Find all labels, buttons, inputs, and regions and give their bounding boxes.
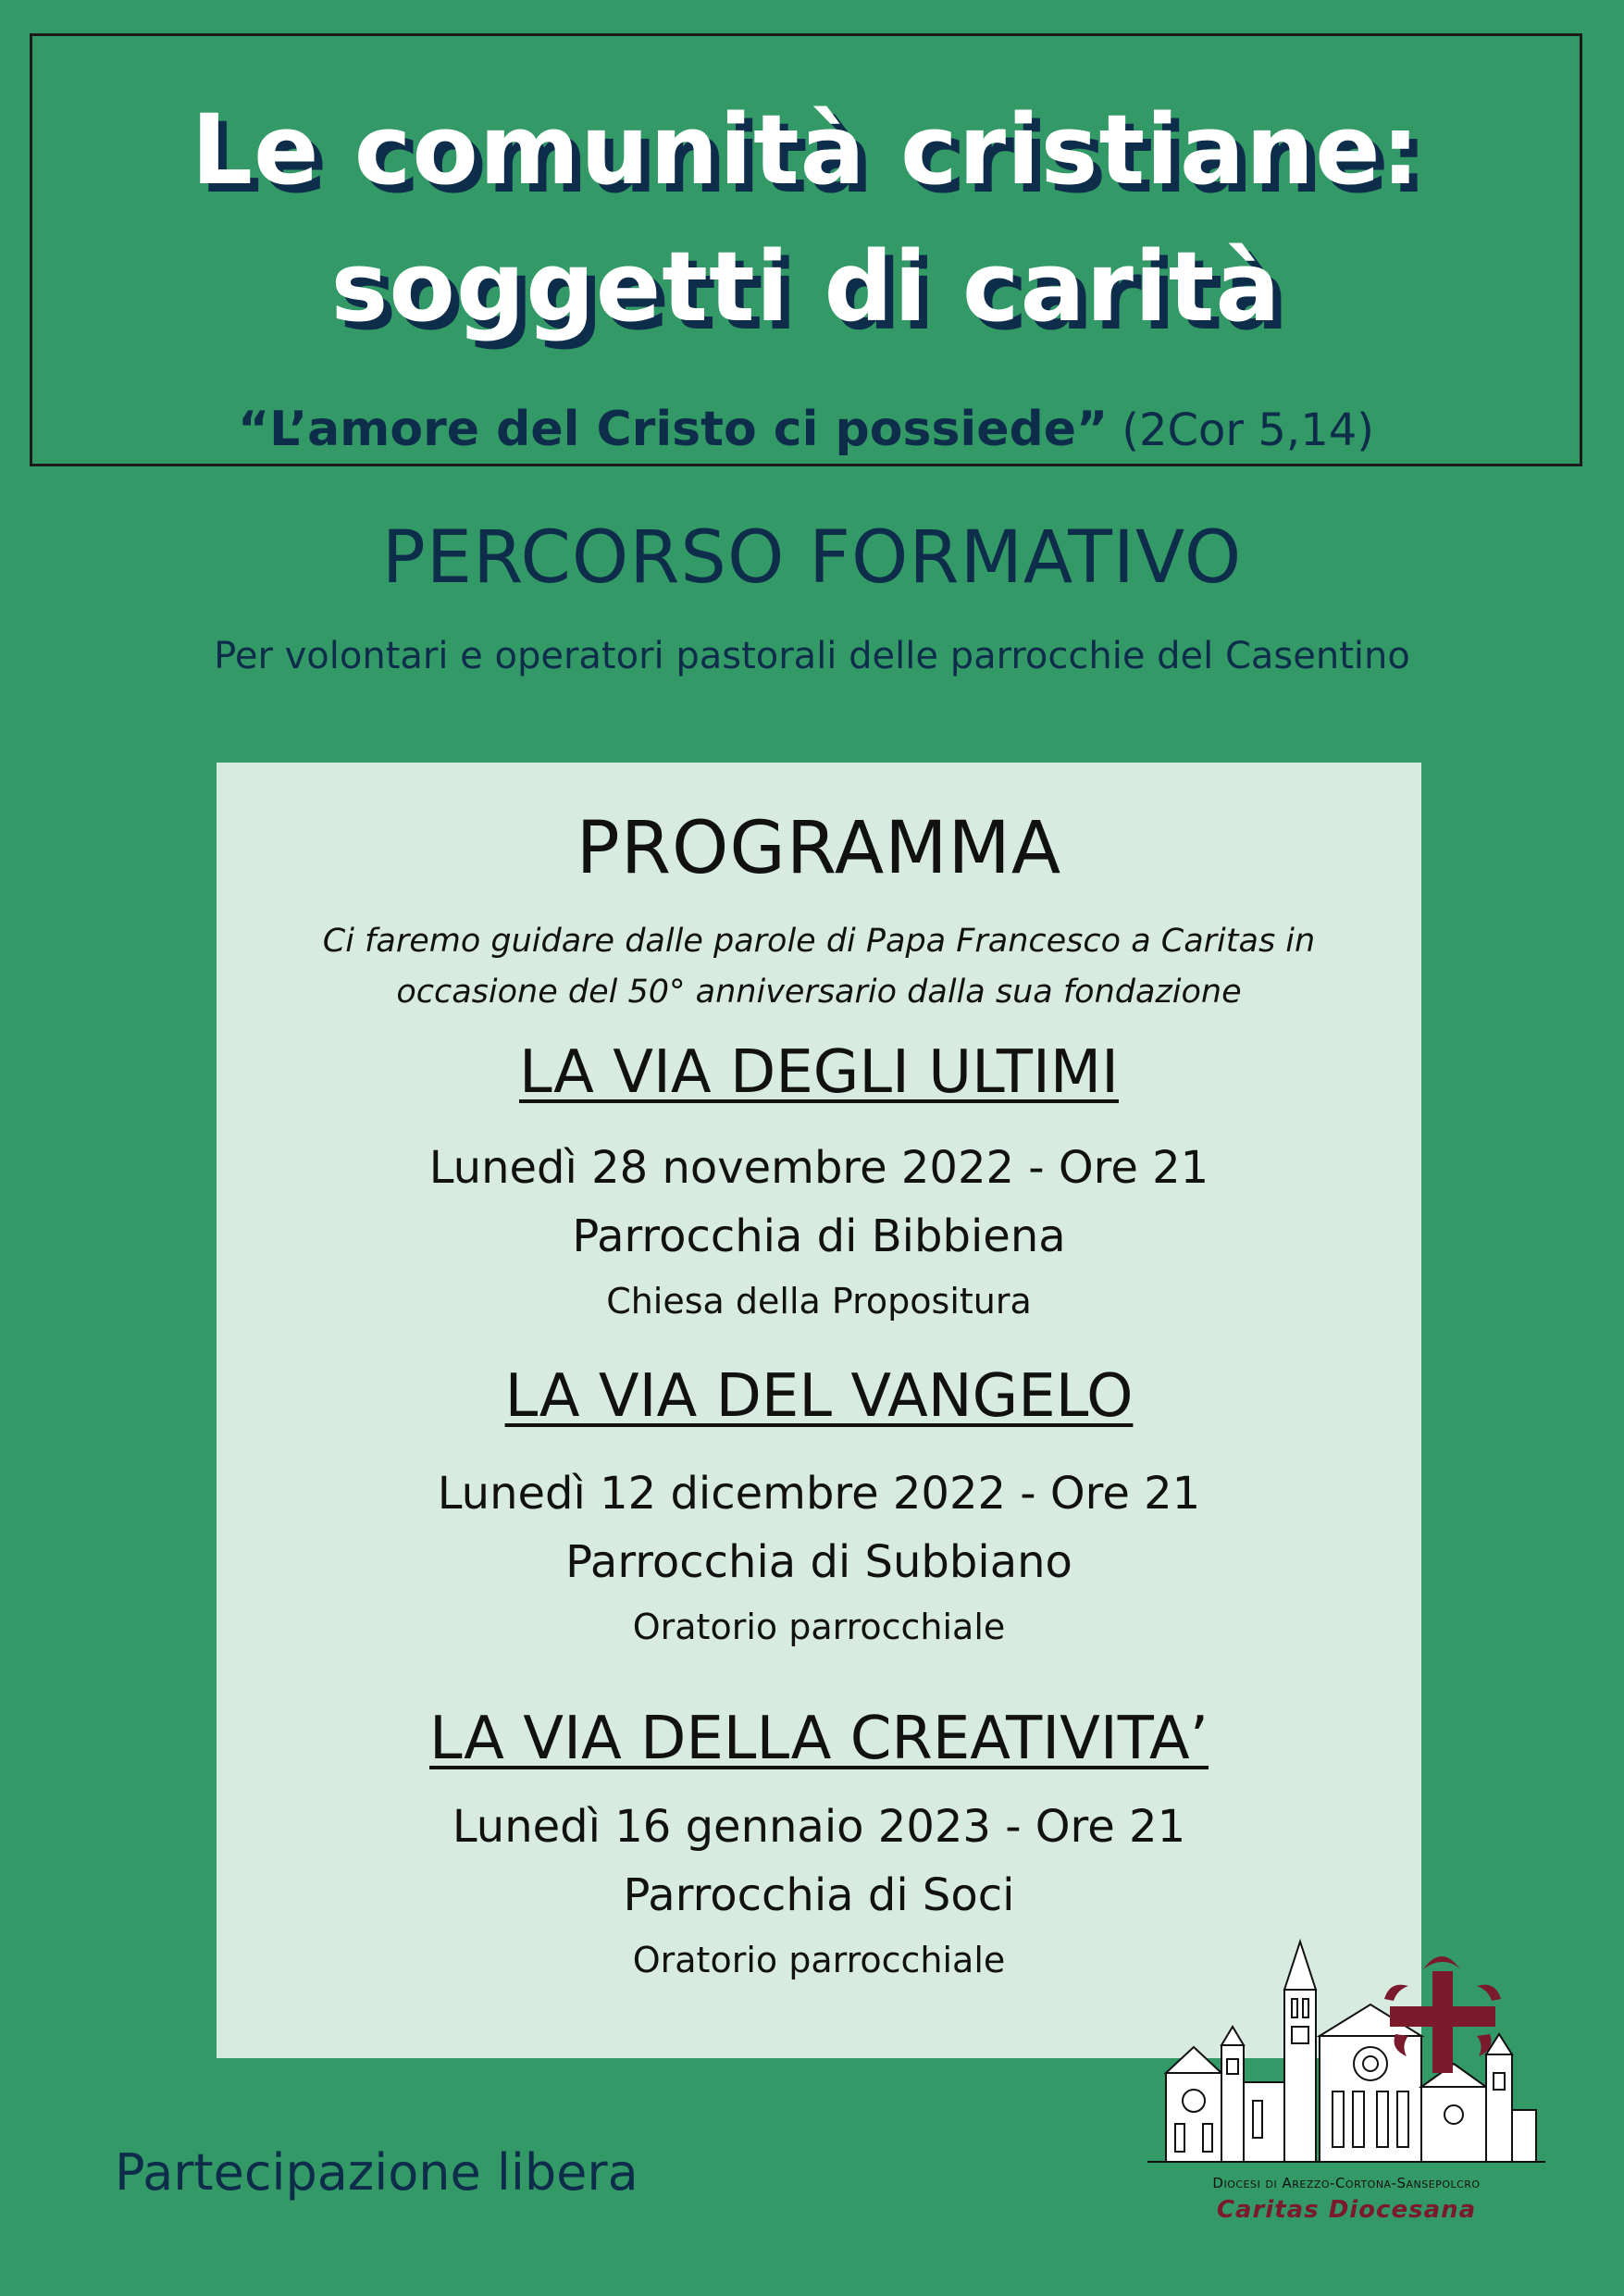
- program-intro-line-1: Ci faremo guidare dalle parole di Papa Francesco a Caritas in: [322, 923, 1316, 960]
- session-3-venue: Oratorio parrocchiale: [632, 1940, 1006, 1980]
- bible-quote: [32, 402, 1580, 457]
- session-1-parish: Parrocchia di Bibbiena: [572, 1210, 1066, 1262]
- session-2-venue: Oratorio parrocchiale: [632, 1607, 1006, 1647]
- session-2-date: Lunedì 12 dicembre 2022 - Ore 21: [437, 1468, 1201, 1520]
- main-title-line-1: Le comunità cristiane:: [191, 93, 1421, 206]
- logo-diocese-text: Diocesi di Arezzo-Cortona-Sansepolcro: [1212, 2175, 1481, 2191]
- logo-caritas-text: Caritas Diocesana: [1216, 2196, 1477, 2224]
- session-1-title: LA VIA DEGLI ULTIMI: [519, 1038, 1119, 1107]
- quote-reference: (2Cor 5,14): [1122, 404, 1374, 456]
- session-1-date: Lunedì 28 novembre 2022 - Ore 21: [428, 1142, 1209, 1194]
- session-2-parish: Parrocchia di Subbiano: [565, 1536, 1072, 1588]
- caritas-logo: [1147, 1934, 1545, 2249]
- session-3-parish: Parrocchia di Soci: [623, 1869, 1015, 1921]
- program-panel: [217, 763, 1421, 2058]
- program-title: PROGRAMMA: [576, 807, 1062, 890]
- session-3-title: LA VIA DELLA CREATIVITA’: [429, 1705, 1209, 1773]
- course-title: PERCORSO FORMATIVO: [381, 516, 1243, 600]
- church-skyline-icon: [1147, 1934, 1545, 2175]
- course-audience: Per volontari e operatori pastorali delle parrocchie del Casentino: [214, 635, 1410, 677]
- participation-note: Partecipazione libera: [115, 2143, 638, 2202]
- session-3-date: Lunedì 16 gennaio 2023 - Ore 21: [452, 1801, 1186, 1853]
- title-box: [30, 33, 1582, 466]
- program-intro-line-2: occasione del 50° anniversario dalla sua fondazione: [396, 974, 1242, 1011]
- session-2-title: LA VIA DEL VANGELO: [504, 1362, 1134, 1431]
- main-title-line-2: soggetti di carità: [330, 230, 1282, 343]
- quote-text: “L’amore del Cristo ci possiede”: [237, 402, 1109, 457]
- session-1-venue: Chiesa della Propositura: [606, 1281, 1032, 1322]
